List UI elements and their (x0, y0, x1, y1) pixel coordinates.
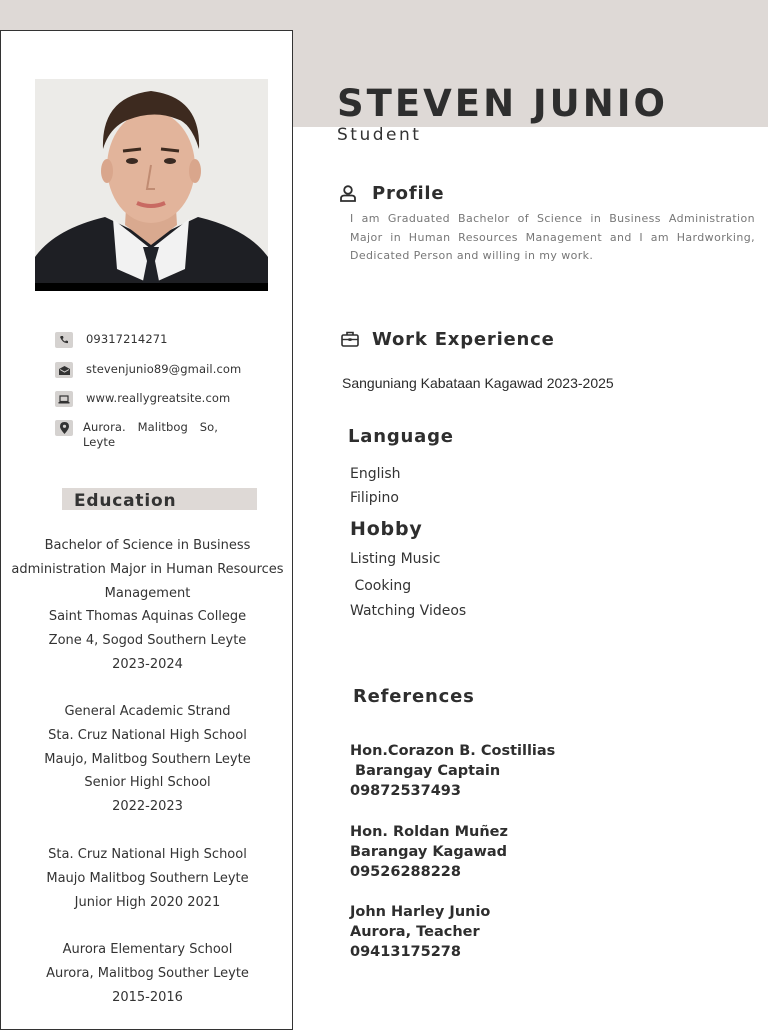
contact-address (55, 420, 218, 450)
phone-text: 09317214271 (86, 332, 168, 346)
mail-icon (55, 362, 73, 378)
hobby-item: Listing Music (350, 551, 441, 567)
website-text: www.reallygreatsite.com (86, 391, 231, 405)
education-heading: Education (62, 488, 257, 510)
profile-photo (35, 79, 268, 291)
contact-website (55, 391, 230, 407)
contact-phone (55, 332, 168, 348)
education-line: Maujo, Malitbog Southern Leyte (44, 751, 251, 767)
education-line: Zone 4, Sogod Southern Leyte (48, 633, 247, 649)
education-line: Aurora, Malitbog Souther Leyte (46, 965, 249, 981)
education-entry (1, 534, 294, 677)
user-icon (340, 185, 356, 202)
education-line: Maujo Malitbog Southern Leyte (46, 870, 249, 886)
reference-phone: 09526288228 (350, 864, 461, 880)
education-line: Sta. Cruz National High School (48, 847, 247, 862)
language-item: English (350, 466, 401, 482)
profile-heading: Profile (372, 183, 445, 204)
education-entry (1, 843, 294, 914)
education-line: Sta. Cruz National High School (48, 727, 247, 743)
references-heading: References (353, 686, 475, 707)
education-line: Aurora Elementary School (62, 942, 233, 957)
profile-summary: I am Graduated Bachelor of Science in Business Administration Major in Human Resources Management and I am Hardworking, Dedicated Person and willing in my work. (350, 212, 755, 262)
reference-name: John Harley Junio (350, 904, 491, 920)
reference-position: Aurora, Teacher (350, 924, 480, 940)
job-title: Student (337, 125, 422, 145)
work-experience-heading: Work Experience (372, 329, 555, 350)
reference-phone: 09413175278 (350, 944, 461, 960)
reference-name: Hon.Corazon B. Costillias (350, 743, 556, 759)
address-text: Aurora. Malitbog So, Leyte (83, 420, 218, 449)
hobby-item: Cooking (350, 578, 412, 594)
education-line: Management (104, 585, 191, 601)
education-line: Saint Thomas Aquinas College (48, 609, 247, 625)
reference-phone: 09872537493 (350, 783, 461, 799)
contact-email (55, 362, 241, 378)
education-line: Junior High 2020 2021 (74, 894, 221, 910)
laptop-icon (55, 391, 73, 407)
work-experience-item: Sanguniang Kabataan Kagawad 2023-2025 (342, 375, 614, 391)
phone-icon (55, 332, 73, 348)
education-line: Bachelor of Science in Business (44, 538, 251, 553)
education-line: 2022-2023 (112, 799, 183, 815)
photo-bottom-bar (35, 283, 268, 291)
education-entry (1, 938, 294, 1009)
full-name: STEVEN JUNIO (337, 82, 668, 125)
education-line: General Academic Strand (64, 704, 231, 719)
reference-position: Barangay Kagawad (350, 844, 508, 860)
education-line: 2015-2016 (112, 989, 183, 1005)
hobby-item: Watching Videos (350, 603, 467, 619)
language-item: Filipino (350, 490, 399, 506)
portrait-photo-icon (35, 79, 268, 291)
reference-name: Hon. Roldan Muñez (350, 824, 508, 840)
education-line: 2023-2024 (112, 656, 183, 672)
education-entry (1, 700, 294, 819)
email-text: stevenjunio89@gmail.com (86, 362, 242, 376)
education-line: Senior Highl School (84, 775, 211, 791)
sidebar (0, 30, 293, 1030)
briefcase-icon (341, 331, 359, 347)
education-line: administration Major in Human Resources (11, 561, 284, 577)
location-pin-icon (55, 420, 73, 436)
reference-position: Barangay Captain (350, 763, 501, 779)
language-heading: Language (348, 426, 454, 447)
hobby-heading: Hobby (350, 518, 423, 540)
